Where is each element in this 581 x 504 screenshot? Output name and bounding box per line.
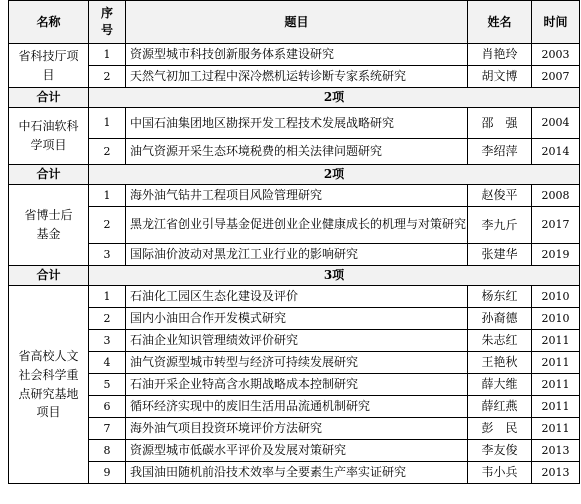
research-project-table [8,0,580,484]
row-number: 2 [89,139,126,165]
project-year: 2008 [532,185,580,207]
table-row [9,244,580,266]
project-year: 2010 [532,308,580,330]
table-row [9,462,580,484]
table-row [9,352,580,374]
person-name: 孙裔德 [468,308,532,330]
person-name: 胡文博 [468,66,532,88]
row-number: 6 [89,396,126,418]
table-row [9,440,580,462]
project-title: 中国石油集团地区勘探开发工程技术发展战略研究 [126,108,468,139]
table-row [9,139,580,165]
person-name: 王艳秋 [468,352,532,374]
person-name: 朱志红 [468,330,532,352]
person-name: 李九斤 [468,207,532,244]
header-no: 序号 [89,1,126,44]
subtotal-label: 合计 [9,266,89,286]
person-name: 赵俊平 [468,185,532,207]
subtotal-label: 合计 [9,165,89,185]
person-name: 李友俊 [468,440,532,462]
project-year: 2013 [532,440,580,462]
person-name: 李绍萍 [468,139,532,165]
project-title: 资源型城市低碳水平评价及发展对策研究 [126,440,468,462]
table-row [9,396,580,418]
project-title: 循环经济实现中的废旧生活用品流通机制研究 [126,396,468,418]
subtotal-row [9,165,580,185]
row-number: 1 [89,108,126,139]
row-number: 4 [89,352,126,374]
row-number: 3 [89,244,126,266]
org-cell: 中石油软科学项目 [9,108,89,165]
person-name: 彭 民 [468,418,532,440]
header-name: 姓名 [468,1,532,44]
row-number: 2 [89,308,126,330]
project-year: 2011 [532,396,580,418]
person-name: 薛大维 [468,374,532,396]
table-row [9,44,580,66]
project-title: 黑龙江省创业引导基金促进创业企业健康成长的机理与对策研究 [126,207,468,244]
project-year: 2019 [532,244,580,266]
project-year: 2011 [532,330,580,352]
subtotal-row [9,266,580,286]
project-title: 海外油气钻井工程项目风险管理研究 [126,185,468,207]
table-row [9,207,580,244]
person-name: 韦小兵 [468,462,532,484]
project-year: 2017 [532,207,580,244]
table-row [9,330,580,352]
project-year: 2011 [532,418,580,440]
project-year: 2011 [532,352,580,374]
person-name: 薛红燕 [468,396,532,418]
table-row [9,308,580,330]
person-name: 杨东红 [468,286,532,308]
table-row [9,185,580,207]
row-number: 1 [89,44,126,66]
project-title: 油气资源型城市转型与经济可持续发展研究 [126,352,468,374]
org-cell: 省博士后基金 [9,185,89,266]
project-year: 2010 [532,286,580,308]
subtotal-value: 2项 [89,165,580,185]
project-year: 2011 [532,374,580,396]
org-cell: 省科技厅项目 [9,44,89,88]
project-title: 石油开采企业特高含水期战略成本控制研究 [126,374,468,396]
table-row [9,286,580,308]
project-title: 我国油田随机前沿技术效率与全要素生产率实证研究 [126,462,468,484]
table-row [9,374,580,396]
table-row [9,66,580,88]
header-year: 时间 [532,1,580,44]
row-number: 2 [89,207,126,244]
row-number: 3 [89,330,126,352]
project-title: 国际油价波动对黑龙江工业行业的影响研究 [126,244,468,266]
header-title: 题目 [126,1,468,44]
person-name: 肖艳玲 [468,44,532,66]
header-row [9,1,580,44]
project-year: 2004 [532,108,580,139]
subtotal-row [9,88,580,108]
subtotal-label: 合计 [9,88,89,108]
project-title: 石油企业知识管理绩效评价研究 [126,330,468,352]
table-row [9,418,580,440]
org-cell: 省高校人文社会科学重点研究基地项目 [9,286,89,484]
project-title: 天然气初加工过程中深冷燃机运转诊断专家系统研究 [126,66,468,88]
row-number: 2 [89,66,126,88]
row-number: 1 [89,185,126,207]
project-year: 2003 [532,44,580,66]
row-number: 8 [89,440,126,462]
person-name: 张建华 [468,244,532,266]
subtotal-value: 2项 [89,88,580,108]
table-row [9,108,580,139]
header-org: 名称 [9,1,89,44]
project-title: 海外油气项目投资环境评价方法研究 [126,418,468,440]
row-number: 1 [89,286,126,308]
research-project-table-sheet [8,0,579,484]
project-year: 2013 [532,462,580,484]
person-name: 邵 强 [468,108,532,139]
project-title: 油气资源开采生态环境税费的相关法律问题研究 [126,139,468,165]
project-title: 资源型城市科技创新服务体系建设研究 [126,44,468,66]
project-year: 2014 [532,139,580,165]
project-title: 国内小油田合作开发模式研究 [126,308,468,330]
row-number: 7 [89,418,126,440]
row-number: 5 [89,374,126,396]
subtotal-value: 3项 [89,266,580,286]
project-title: 石油化工园区生态化建设及评价 [126,286,468,308]
project-year: 2007 [532,66,580,88]
row-number: 9 [89,462,126,484]
